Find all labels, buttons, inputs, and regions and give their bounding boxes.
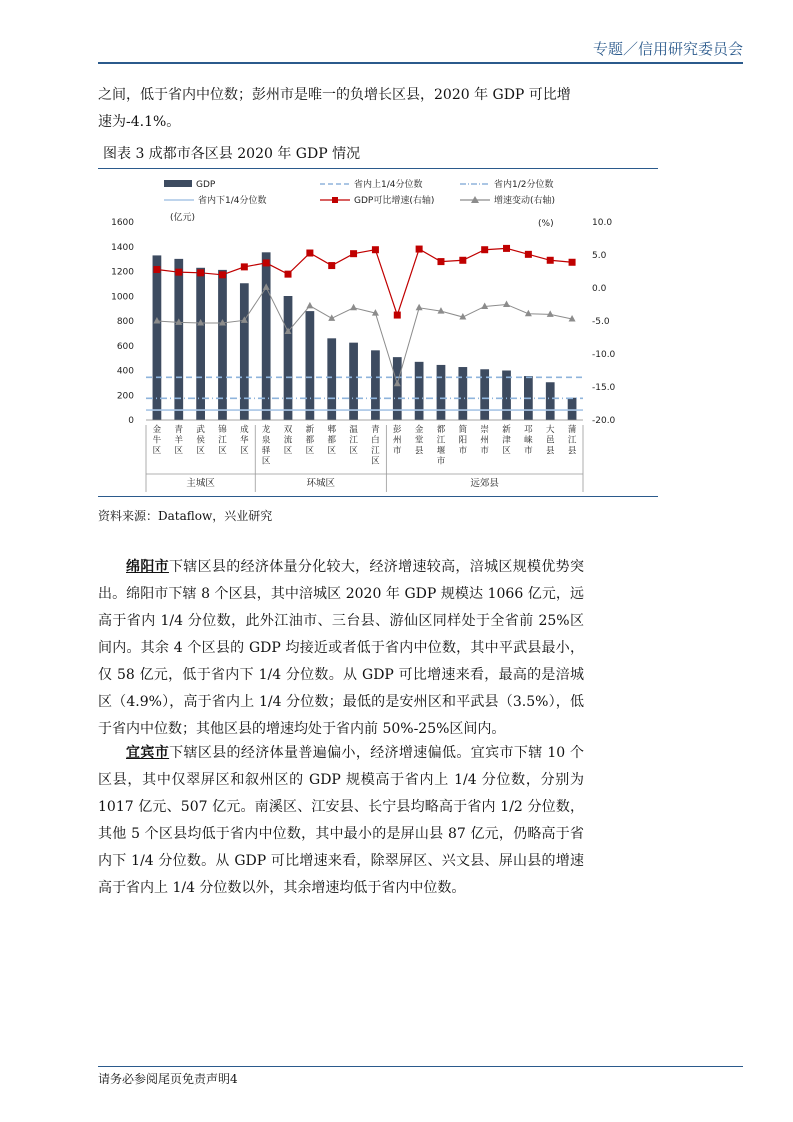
category-label-char: 龙 <box>261 425 271 435</box>
figure-bottom-rule <box>98 496 658 497</box>
city-name-yibin: 宜宾市 <box>126 745 170 761</box>
category-label-char: 金 <box>152 425 162 435</box>
growth-point <box>350 250 357 257</box>
growth-point <box>263 259 270 266</box>
growth-point <box>503 245 510 252</box>
legend-change-label: 增速变动(右轴) <box>494 196 556 206</box>
growth-point <box>416 246 423 253</box>
change-point <box>306 302 313 309</box>
right-axis-tick: 10.0 <box>592 218 613 228</box>
left-axis-tick: 0 <box>128 416 134 426</box>
category-label-char: 新 <box>502 425 511 435</box>
category-label-char: 双 <box>283 425 293 435</box>
gdp-bar <box>546 382 555 420</box>
paragraph-mianyang <box>98 554 584 743</box>
growth-point <box>569 259 576 266</box>
category-label-char: 崃 <box>524 435 533 446</box>
header-rule <box>98 62 743 64</box>
change-point <box>503 301 510 308</box>
category-label-char: 简 <box>458 425 468 435</box>
gdp-bar <box>153 255 162 420</box>
legend-upper-quartile-label: 省内上1/4分位数 <box>354 180 423 190</box>
category-label-char: 津 <box>502 435 511 446</box>
growth-point <box>547 257 554 264</box>
change-point <box>350 304 357 311</box>
category-label-char: 江 <box>436 435 446 446</box>
category-label-char: 堰 <box>436 446 446 456</box>
change-point <box>547 310 554 317</box>
category-label-char: 区 <box>196 446 205 456</box>
category-label-char: 成 <box>240 425 249 435</box>
gdp-bar <box>458 367 467 420</box>
category-label-char: 华 <box>240 435 249 446</box>
left-axis-tick: 400 <box>116 366 134 377</box>
category-label-char: 郫 <box>327 425 336 435</box>
category-label-char: 都 <box>305 435 315 446</box>
right-axis-tick: -5.0 <box>592 317 610 327</box>
category-label-char: 流 <box>283 435 293 446</box>
growth-point <box>219 271 226 278</box>
category-label-char: 邑 <box>545 435 555 446</box>
paragraph-yibin-text: 下辖区县的经济体量普遍偏小，经济增速偏低。宜宾市下辖 10 个区县，其中仅翠屏区和叙州区的 GDP 规模高于省内上 1/4 分位数，分别为 1017 亿元、507 亿元。南溪区、江安县、长宁县均略高于省内 1/2 分位数，其他 5 个区县均低于省内中位数，其中最小的是屏山县 87 亿元，仍略高于省内下 1/4 分位数。从 GDP 可比增速来看，除翠屏区、兴文县、屏山县的增速高于省内上 1/4 分位数以外，其余增速均低于省内中位数。 <box>98 745 584 896</box>
left-axis-tick: 1600 <box>111 218 134 228</box>
category-label-char: 市 <box>458 446 468 456</box>
category-label-char: 都 <box>327 435 336 446</box>
footer-rule <box>98 1066 743 1067</box>
category-label-char: 堂 <box>414 435 424 446</box>
gdp-bar <box>437 365 446 420</box>
legend-gdp-swatch <box>164 180 192 187</box>
left-axis-unit: (亿元) <box>170 213 196 223</box>
category-label-char: 阳 <box>458 435 468 446</box>
gdp-bar <box>415 362 424 420</box>
category-label-char: 区 <box>261 456 271 467</box>
growth-point <box>481 246 488 253</box>
gdp-bar <box>240 283 249 420</box>
category-label-char: 驿 <box>261 446 271 456</box>
growth-point <box>306 250 313 257</box>
category-label-char: 温 <box>349 425 358 435</box>
category-label-char: 市 <box>393 446 402 456</box>
category-label-char: 锦 <box>218 425 227 435</box>
legend-growth-label: GDP可比增速(右轴) <box>354 196 435 206</box>
growth-point <box>372 246 379 253</box>
category-label-char: 蒲 <box>567 425 577 435</box>
category-label-char: 区 <box>152 446 162 456</box>
paragraph-mianyang-text: 下辖区县的经济体量分化较大，经济增速较高，涪城区规模优势突出。绵阳市下辖 8 个区县，其中涪城区 2020 年 GDP 规模达 1066 亿元，远高于省内 1/4 分位数，此外江油市、三台县、游仙区同样处于全省前 25%区间内。其余 4 个区县的 GDP 均接近或者低于省内中位数，其中平武县最小，仅 58 亿元，低于省内下 1/4 分位数。从 GDP 可比增速来看，最高的是涪城区（4.9%），高于省内上 1/4 分位数；最低的是安州区和平武县（3.5%），低于省内中位数；其他区县的增速均处于省内前 50%-25%区间内。 <box>98 559 584 737</box>
group-label: 环城区 <box>306 478 336 489</box>
growth-point <box>241 263 248 270</box>
left-axis-tick: 800 <box>116 317 134 327</box>
category-label-char: 市 <box>524 446 533 456</box>
gdp-bar <box>327 338 336 420</box>
intro-paragraph: 之间，低于省内中位数；彭州市是唯一的负增长区县，2020 年 GDP 可比增速为-4.1%。 <box>98 87 571 130</box>
gdp-bar <box>262 252 271 420</box>
header-title: 专题／信用研究委员会 <box>592 40 743 58</box>
gdp-chart <box>98 170 658 495</box>
category-label-char: 区 <box>349 446 358 456</box>
growth-point <box>285 271 292 278</box>
category-label-char: 区 <box>174 446 184 456</box>
growth-point <box>394 312 401 319</box>
growth-point <box>525 251 532 258</box>
gdp-bar <box>196 268 205 420</box>
right-axis-tick: -20.0 <box>592 416 616 426</box>
category-label-char: 区 <box>240 446 249 456</box>
left-axis-tick: 1200 <box>111 267 134 278</box>
gdp-bar <box>174 259 183 420</box>
category-label-char: 州 <box>393 435 402 446</box>
category-label-char: 彭 <box>393 425 402 435</box>
figure-top-rule <box>98 168 658 169</box>
category-label-char: 江 <box>567 435 577 446</box>
category-label-char: 县 <box>545 446 555 456</box>
category-label-char: 江 <box>218 435 227 446</box>
category-label-char: 新 <box>305 425 315 435</box>
category-label-char: 都 <box>436 425 446 435</box>
city-name-mianyang: 绵阳市 <box>126 559 169 575</box>
left-axis-tick: 200 <box>116 391 134 402</box>
category-label-char: 区 <box>502 446 511 456</box>
left-axis-tick: 600 <box>116 341 134 352</box>
legend-growth-marker <box>332 197 338 203</box>
gdp-bar <box>306 311 315 420</box>
legend-median-label: 省内1/2分位数 <box>494 180 554 190</box>
category-label-char: 羊 <box>174 435 184 446</box>
category-label-char: 区 <box>218 446 227 456</box>
right-axis-tick: -10.0 <box>592 350 616 360</box>
gdp-bar <box>568 398 577 420</box>
category-label-char: 县 <box>414 446 424 456</box>
category-label-char: 武 <box>196 425 205 435</box>
category-label-char: 江 <box>371 446 380 456</box>
category-label-char: 江 <box>349 435 358 446</box>
category-label-char: 市 <box>480 446 489 456</box>
category-label-char: 州 <box>480 435 489 446</box>
figure-caption: 图表 3 成都市各区县 2020 年 GDP 情况 <box>103 146 361 162</box>
left-axis-tick: 1400 <box>111 242 134 253</box>
growth-point <box>175 269 182 276</box>
right-axis-unit: (%) <box>538 219 554 229</box>
right-axis-tick: -15.0 <box>592 383 616 393</box>
category-label-char: 县 <box>567 446 577 456</box>
category-label-char: 崇 <box>480 425 489 435</box>
change-point <box>481 302 488 309</box>
category-label-char: 侯 <box>196 435 205 446</box>
gdp-bar <box>349 343 358 420</box>
gdp-bar <box>218 270 227 420</box>
category-label-char: 牛 <box>152 435 162 446</box>
category-label-char: 邛 <box>524 425 533 435</box>
category-label-char: 区 <box>327 446 336 456</box>
left-axis-tick: 1000 <box>111 292 134 303</box>
footer-disclaimer: 请务必参阅尾页免责声明4 <box>98 1072 238 1086</box>
category-label-char: 区 <box>371 456 380 467</box>
growth-point <box>459 257 466 264</box>
growth-point <box>197 269 204 276</box>
legend-gdp-label: GDP <box>196 180 216 190</box>
category-label-char: 区 <box>305 446 315 456</box>
group-label: 主城区 <box>186 478 215 489</box>
group-label: 远郊县 <box>470 478 499 489</box>
legend-lower-quartile-label: 省内下1/4分位数 <box>198 196 267 206</box>
category-label-char: 白 <box>371 435 380 446</box>
category-label-char: 金 <box>414 425 424 435</box>
growth-point <box>153 266 160 273</box>
paragraph-yibin <box>98 740 584 902</box>
right-axis-tick: 5.0 <box>592 251 607 261</box>
category-label-char: 青 <box>174 425 184 435</box>
category-label-char: 大 <box>545 425 555 435</box>
category-label-char: 区 <box>283 446 293 456</box>
change-point <box>416 304 423 311</box>
category-label-char: 市 <box>436 456 446 467</box>
growth-point <box>328 262 335 269</box>
category-label-char: 泉 <box>261 435 271 446</box>
category-label-char: 青 <box>371 425 380 435</box>
gdp-bar <box>284 296 293 420</box>
right-axis-tick: 0.0 <box>592 284 607 294</box>
growth-point <box>437 258 444 265</box>
figure-source: 资料来源：Dataflow，兴业研究 <box>98 509 273 523</box>
